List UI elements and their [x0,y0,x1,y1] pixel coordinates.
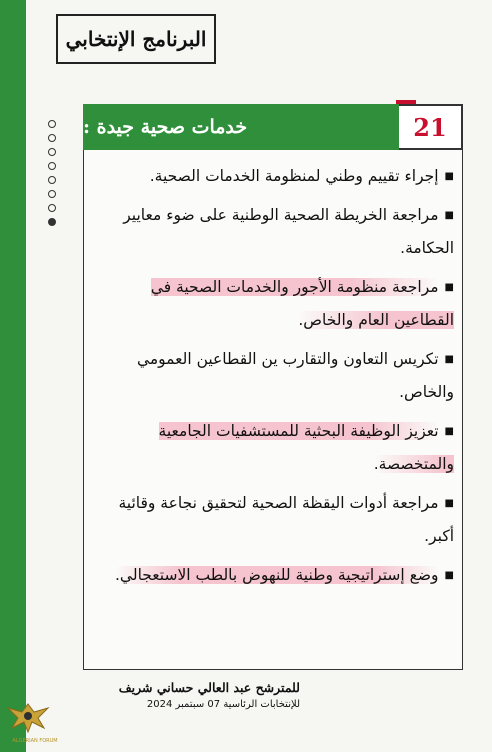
election-date: للإنتخابات الرئاسية 07 سبتمبر 2024 [146,699,300,710]
pager-dot[interactable] [48,162,56,170]
bullet-icon: ■ [444,210,454,221]
bullet-icon: ■ [444,498,454,509]
program-title: البرنامج الإنتخابي [56,14,216,64]
pager-dots [46,120,58,226]
bullet-icon: ■ [444,282,454,293]
bullet-icon: ■ [444,570,454,581]
pager-dot[interactable] [48,204,56,212]
policy-list [92,160,454,598]
list-item [92,343,454,409]
list-item-text: وضع إستراتيجية وطنية للنهوض بالطب الاستعجالي. [115,566,439,584]
list-item [92,160,454,193]
pager-dot[interactable] [48,148,56,156]
list-item-text: تعزيز الوظيفة البحثية للمستشفيات الجامعية والمتخصصة. [158,422,454,473]
side-accent-bar [0,0,26,752]
list-item [92,415,454,481]
list-item-text: إجراء تقييم وطني لمنظومة الخدمات الصحية. [149,167,439,185]
section-number: 21 [399,104,463,150]
footer [60,680,300,710]
eagle-logo-icon [4,698,52,738]
pager-dot-active[interactable] [48,218,56,226]
pager-dot[interactable] [48,134,56,142]
section-title: خدمات صحية جيدة : [83,104,399,150]
bullet-icon: ■ [444,354,454,365]
list-item [92,559,454,592]
list-item [92,271,454,337]
logo-caption: ALGERIAN FORUM [12,738,58,744]
pager-dot[interactable] [48,120,56,128]
list-item [92,199,454,265]
list-item-text: تكريس التعاون والتقارب ين القطاعين العمومي والخاص. [136,350,454,401]
bullet-icon: ■ [444,426,454,437]
bullet-icon: ■ [444,171,454,182]
pager-dot[interactable] [48,190,56,198]
pager-dot[interactable] [48,176,56,184]
candidate-name: للمترشح عبد العالي حساني شريف [118,680,300,695]
list-item [92,487,454,553]
list-item-text: مراجعة الخريطة الصحية الوطنية على ضوء معايير الحكامة. [123,206,454,257]
section-header [83,104,463,150]
list-item-text: مراجعة أدوات اليقظة الصحية لتحقيق نجاعة وقائية أكبر. [118,494,454,545]
list-item-text: مراجعة منظومة الأجور والخدمات الصحية في القطاعين العام والخاص. [150,278,454,329]
